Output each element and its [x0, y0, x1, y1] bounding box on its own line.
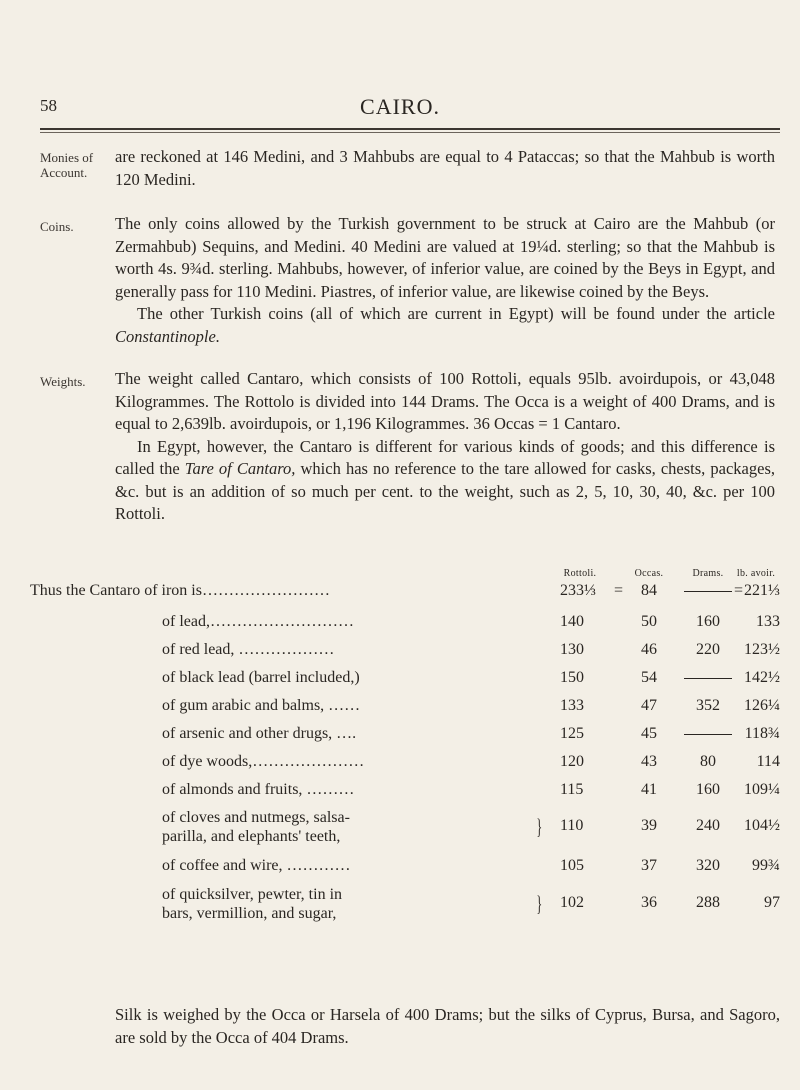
cell-lb-avoir: 118¾	[744, 725, 780, 742]
paragraph-monies	[115, 146, 775, 191]
table-row	[30, 885, 780, 925]
row-label	[162, 808, 542, 846]
row-label: of dye woods,…………………	[162, 753, 365, 770]
cell-rottoli: 115	[560, 781, 584, 798]
cell-lb-avoir: 99¾	[752, 857, 780, 874]
cell-drams-dash	[682, 582, 734, 600]
cell-rottoli: 125	[560, 725, 584, 742]
row-label: of gum arabic and balms, ……	[162, 697, 361, 714]
cell-lb-avoir: 221⅓	[744, 582, 780, 599]
row-label: Thus the Cantaro of iron is……………………	[30, 582, 330, 599]
coins-text-2	[115, 303, 775, 348]
paragraph-coins	[115, 213, 775, 348]
cell-rottoli: 102	[560, 894, 584, 911]
page-number: 58	[40, 96, 57, 115]
cell-lb-avoir: 114	[756, 753, 780, 770]
weights-text-2-post: which has no reference to the tare allowed for casks, chests, packages, &c. but is an addition of so much per cent. to the weight, such as 2, 5, 10, 30, 40, &c. per 100 Rottoli.	[115, 459, 776, 523]
cell-drams-dash	[682, 725, 734, 743]
weights-text-2-em: Tare of Cantaro,	[184, 459, 296, 478]
cell-rottoli: 110	[560, 817, 584, 834]
dash-rule	[684, 591, 732, 592]
running-head: CAIRO.	[360, 94, 440, 119]
cell-drams: 240	[696, 817, 720, 834]
cell-rottoli: 105	[560, 857, 584, 874]
cell-occas: 50	[641, 613, 657, 630]
cell-lb-avoir: 104½	[744, 817, 780, 834]
cell-lb-avoir: 123½	[744, 641, 780, 658]
dash-rule	[684, 734, 732, 735]
row-label: of lead,………………………	[162, 613, 354, 630]
cell-rottoli: 133	[560, 697, 584, 714]
row-label: of black lead (barrel included,)	[162, 669, 360, 686]
cell-drams-dash	[682, 669, 734, 687]
row-label: of coffee and wire, …………	[162, 857, 351, 874]
coins-text-2-em: Constantinople.	[115, 326, 220, 346]
cell-rottoli: 130	[560, 641, 584, 658]
row-label: of almonds and fruits, ………	[162, 781, 355, 798]
coins-text-2-pre: The other Turkish coins (all of which are current in Egypt) will be found under the article	[137, 304, 775, 323]
weights-text-1: The weight called Cantaro, which consists of 100 Rottoli, equals 95lb. avoirdupois, or 43,048 Kilogrammes. The Rottolo is divided into 144 Drams. The Occa is a weight of 400 Drams, and is equal to 2,639lb. avoirdupois, or 1,196 Kilogrammes. 36 Occas = 1 Cantaro.	[115, 369, 775, 433]
cell-occas: 47	[641, 697, 657, 714]
cell-occas: 39	[641, 817, 657, 834]
col-head-rottoli: Rottoli.	[563, 568, 597, 579]
row-label	[162, 885, 542, 923]
col-head-lb: lb. avoir.	[736, 568, 776, 579]
brace-mark: }	[536, 814, 543, 839]
cell-drams: 352	[696, 697, 720, 714]
cell-lb-avoir: 126¼	[744, 697, 780, 714]
cell-lb-avoir: 133	[756, 613, 780, 630]
coins-text-1: The only coins allowed by the Turkish government to be struck at Cairo are the Mahbub (or Zermahbub) Sequins, and Medini. 40 Medini are valued at 19¼d. sterling; so that the Mahbub is worth 4s. 9¾d. sterling. Mahbubs, however, of inferior value, are coined by the Beys in Egypt, and generally pass for 110 Medini. Piastres, of inferior value, are likewise coined by the Beys.	[115, 214, 775, 301]
cell-rottoli: 233⅓	[560, 582, 596, 599]
cell-rottoli: 120	[560, 753, 584, 770]
paragraph-weights	[115, 368, 775, 526]
cell-occas: 84	[641, 582, 657, 599]
col-head-drams: Drams.	[692, 568, 724, 579]
table-row	[30, 808, 780, 848]
cell-drams: 320	[696, 857, 720, 874]
cell-occas: 43	[641, 753, 657, 770]
row-label: of arsenic and other drugs, ….	[162, 725, 357, 742]
cell-occas: 46	[641, 641, 657, 658]
row-label-line-2: bars, vermillion, and sugar,	[162, 905, 337, 922]
cell-occas: 41	[641, 781, 657, 798]
monies-text: are reckoned at 146 Medini, and 3 Mahbubs are equal to 4 Pataccas; so that the Mahbub is worth 120 Medini.	[115, 147, 775, 189]
brace-mark: }	[536, 891, 543, 916]
cell-drams: 160	[696, 781, 720, 798]
margin-note-weights: Weights.	[40, 374, 86, 389]
cell-occas: 36	[641, 894, 657, 911]
row-label-line-1: of cloves and nutmegs, salsa-	[162, 809, 350, 826]
paragraph-closing: Silk is weighed by the Occa or Harsela of 400 Drams; but the silks of Cyprus, Bursa, and Sagoro, are sold by the Occa of 404 Drams.	[115, 1005, 780, 1047]
weights-text-2-pre: In Egypt, however, the Cantaro is different for various kinds of goods; and this difference is called the	[115, 436, 775, 478]
margin-note-monies: Monies of Account.	[40, 150, 94, 180]
row-label: of red lead, ………………	[162, 641, 335, 658]
cell-drams: 220	[696, 641, 720, 658]
row-label-line-2: parilla, and elephants' teeth,	[162, 828, 341, 845]
cell-rottoli: 150	[560, 669, 584, 686]
cell-drams: 160	[696, 613, 720, 630]
cell-occas: 45	[641, 725, 657, 742]
equals-sign: =	[734, 582, 744, 599]
cell-occas: 54	[641, 669, 657, 686]
equals-sign: =	[614, 582, 624, 599]
cell-drams: 288	[696, 894, 720, 911]
col-head-occas: Occas.	[634, 568, 664, 579]
cell-occas: 37	[641, 857, 657, 874]
cell-lb-avoir: 142½	[744, 669, 780, 686]
header-rule-thick	[40, 128, 780, 130]
row-label-line-1: of quicksilver, pewter, tin in	[162, 886, 343, 903]
margin-note-coins: Coins.	[40, 219, 74, 234]
cell-rottoli: 140	[560, 613, 584, 630]
header-rule-thin	[40, 132, 780, 133]
cell-lb-avoir: 109¼	[744, 781, 780, 798]
cell-lb-avoir: 97	[764, 894, 780, 911]
dash-rule	[684, 678, 732, 679]
cell-drams: 80	[700, 753, 716, 770]
weights-text-2	[115, 436, 775, 526]
